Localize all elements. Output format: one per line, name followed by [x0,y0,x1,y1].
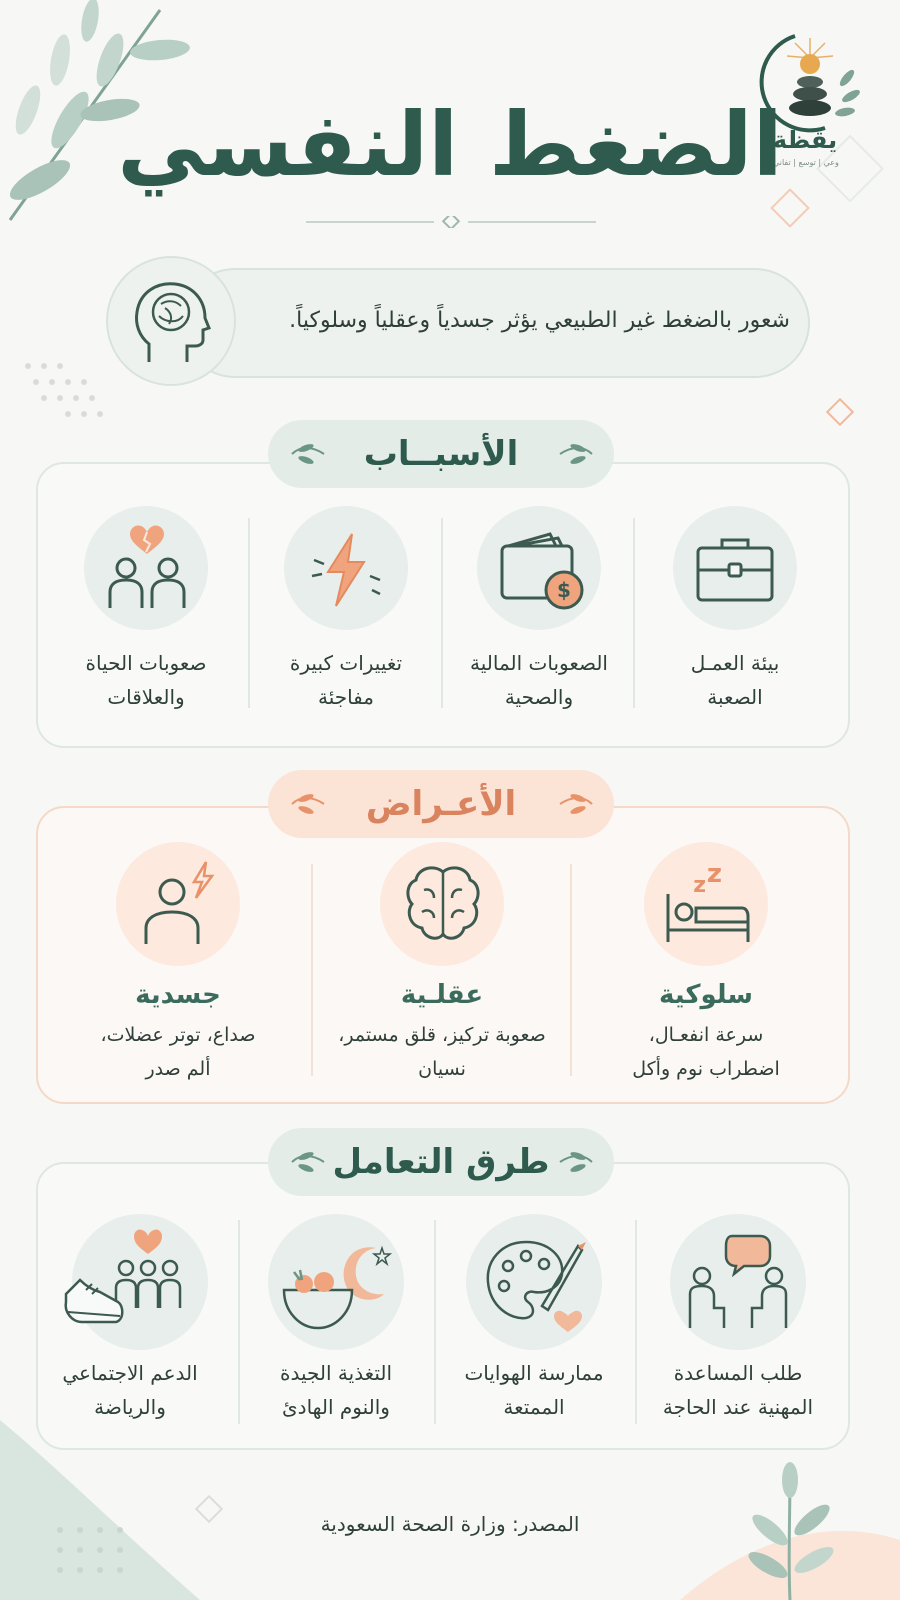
leaf-icon [558,792,594,816]
coping-label [236,1356,436,1424]
food-moon-icon [280,1240,396,1332]
head-brain-icon [131,278,211,364]
cause-label-line: مفاجئة [317,685,375,709]
column-divider [311,864,313,1076]
symptom-title: سلوكية [659,980,753,1010]
cause-label [246,646,446,714]
brain-icon [404,864,482,944]
dots-decoration [22,360,112,430]
cause-label-line: والعلاقات [107,685,185,709]
wallet-icon [498,530,588,610]
cause-label-line: الصعوبات المالية [470,651,608,675]
person-lightning-icon [138,858,222,948]
cause-label [635,646,835,714]
cause-label-line: تغييرات كبيرة [289,651,403,675]
logo-tagline: وعي | توسع | تفاني [773,158,839,167]
cause-label-line: بيئة العمـل [690,651,780,675]
briefcase-icon [694,534,776,604]
coping-label-line: الدعم الاجتماعي [62,1361,198,1385]
svg-text:z: z [693,873,706,898]
cause-label-line: والصحية [504,685,574,709]
coping-label [434,1356,634,1424]
sleep-bed-icon [664,859,754,946]
leaf-icon [558,1150,594,1174]
symptom-title: جسدية [135,980,221,1010]
logo-wordmark: يقظة [772,126,838,154]
coping-label-line: التغذية الجيدة [279,1361,393,1385]
symptom-description-line: ألم صدر [145,1058,211,1080]
svg-text:z: z [706,859,722,889]
symptoms-heading: الأعـراض [268,770,614,838]
coping-label-line: ممارسة الهوايات [464,1361,604,1385]
symptom-description [322,1018,562,1086]
source-text: المصدر: وزارة الصحة السعودية [320,1512,580,1536]
svg-text:$: $ [557,578,571,602]
cause-label [439,646,639,714]
symptom-title: عقلـية [400,980,484,1010]
symptom-description-line: نسيان [418,1058,466,1080]
support-shoe-icon [62,1224,198,1334]
counseling-icon [682,1232,794,1336]
coping-label [638,1356,838,1424]
symptom-description-line: صعوبة تركيز، قلق مستمر، [338,1024,546,1046]
title-divider [306,216,596,228]
cause-label-line: صعوبات الحياة [85,651,207,675]
causes-heading: الأسبــاب [268,420,614,488]
symptom-description [58,1018,298,1086]
definition-text: شعور بالضغط غير الطبيعي يؤثر جسدياً وعقلياً وسلوكياً. [289,308,790,333]
symptom-description-line: اضطراب نوم وأكل [632,1058,780,1080]
page-title: الضغط النفسي [117,93,783,196]
lightning-icon [306,530,386,610]
coping-label-line: والرياضة [94,1395,166,1419]
cause-label-line: الصعبة [707,685,763,709]
leaf-icon [290,792,326,816]
coping-label [30,1356,230,1424]
symptom-description-line: صداع، توتر عضلات، [100,1024,256,1046]
coping-label-line: الممتعة [503,1395,565,1419]
coping-label-line: والنوم الهادئ [282,1395,390,1419]
column-divider [570,864,572,1076]
leaf-icon [290,442,326,466]
column-divider [635,1220,637,1424]
symptom-description-line: سرعة انفعـال، [648,1024,764,1046]
coping-heading: طرق التعامل [268,1128,614,1196]
coping-label-line: طلب المساعدة [673,1361,803,1385]
coping-label-line: المهنية عند الحاجة [662,1395,814,1419]
leaf-icon [558,442,594,466]
symptom-description [586,1018,826,1086]
palette-icon [482,1236,588,1336]
broken-heart-people-icon [104,522,190,612]
cause-label [46,646,246,714]
leaf-icon [290,1150,326,1174]
diamond-decoration [826,398,856,428]
